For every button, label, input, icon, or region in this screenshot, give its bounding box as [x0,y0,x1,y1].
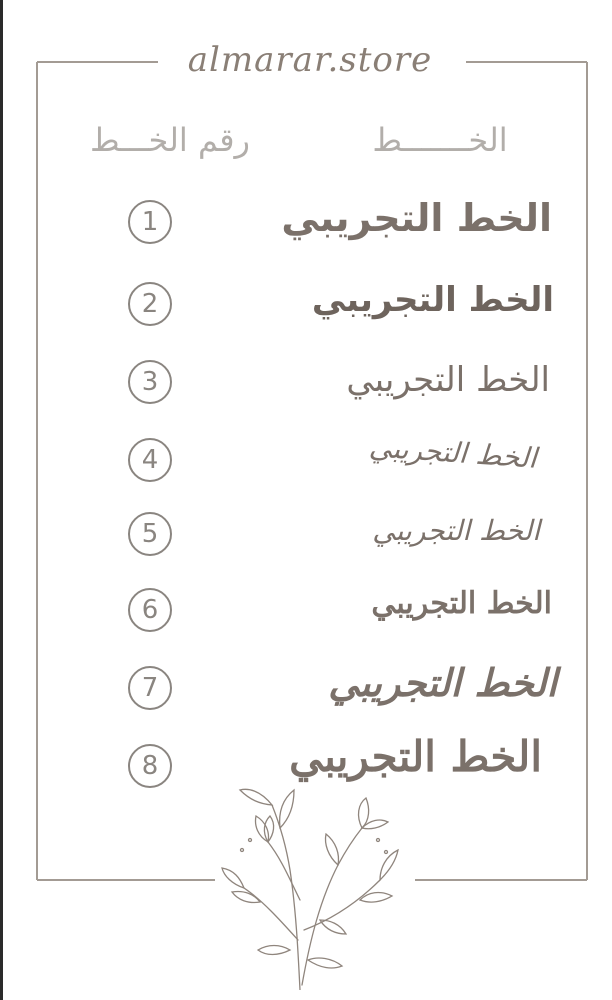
brand-logo-text: almarar.store [187,40,433,80]
font-row-5 [0,510,612,580]
font-sample: الخط التجريبي [371,586,552,621]
font-number-badge: 1 [128,200,172,244]
font-row-2 [0,280,612,350]
font-row-7 [0,660,612,734]
floral-branch-icon [220,780,400,990]
font-number-badge: 3 [128,360,172,404]
font-sample: الخط التجريبي [368,430,538,475]
font-number-badge: 7 [128,666,172,710]
font-sample: الخط التجريبي [346,360,550,400]
font-row-6 [0,586,612,656]
font-sample: الخط التجريبي [372,514,540,547]
font-number-badge: 6 [128,588,172,632]
font-row-1 [0,196,612,266]
header-font-number: رقم الخـــط [89,121,250,159]
font-sample: الخط التجريبي [281,196,552,240]
font-number-badge: 2 [128,282,172,326]
font-number-badge: 4 [128,438,172,482]
font-row-3 [0,358,612,428]
font-sample: الخط التجريبي [328,660,557,705]
font-row-4 [0,430,612,506]
font-number-badge: 5 [128,512,172,556]
font-sample: الخط التجريبي [289,732,542,781]
font-number-badge: 8 [128,744,172,788]
font-sample: الخط التجريبي [311,280,554,320]
header-font: الخـــــــط [372,121,508,159]
